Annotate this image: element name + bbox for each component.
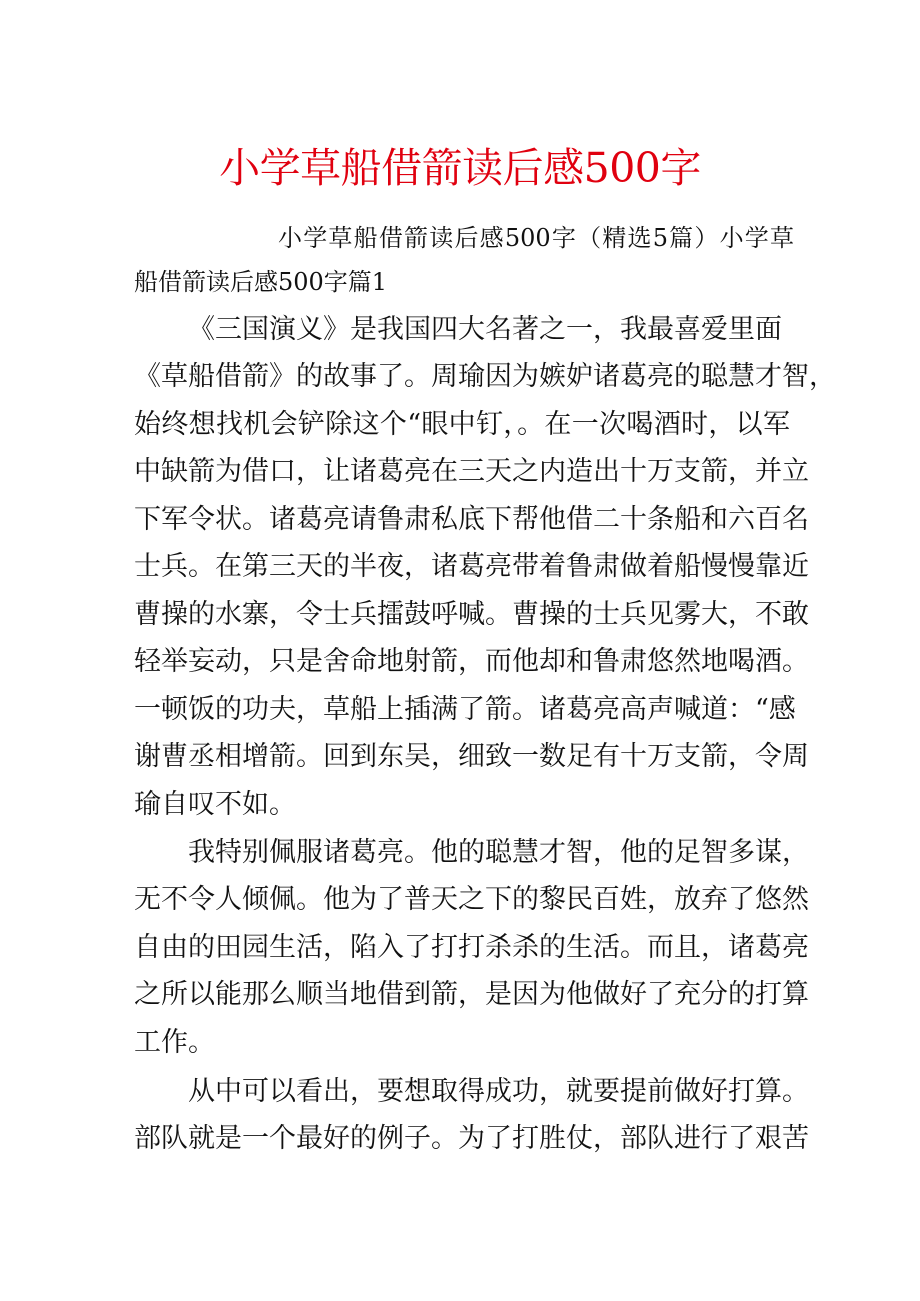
- paragraph-line: 《三国演义》是我国四大名著之一，我最喜爱里面: [188, 314, 782, 345]
- paragraph-line: 始终想找机会铲除这个“眼中钉，。在一次喝酒时，以军: [134, 409, 790, 440]
- paragraph-line: 一顿饭的功夫，草船上插满了箭。诸葛亮高声喊道：“感: [134, 694, 796, 725]
- paragraph-line: 瑜自叹不如。: [134, 789, 296, 820]
- paragraph-line: 士兵。在第三天的半夜，诸葛亮带着鲁肃做着船慢慢靠近: [134, 551, 809, 582]
- document-title: 小学草船借箭读后感500字: [219, 144, 701, 192]
- paragraph-line: 我特别佩服诸葛亮。他的聪慧才智，他的足智多谋，: [188, 837, 809, 868]
- paragraph-line: 曹操的水寨，令士兵擂鼓呼喊。曹操的士兵见雾大，不敢: [134, 599, 809, 630]
- paragraph-line: 下军令状。诸葛亮请鲁肃私底下帮他借二十条船和六百名: [134, 504, 809, 535]
- paragraph-line: 无不令人倾佩。他为了普天之下的黎民百姓，放弃了悠然: [134, 884, 809, 915]
- paragraph-line: 部队就是一个最好的例子。为了打胜仗，部队进行了艰苦: [134, 1123, 809, 1154]
- subtitle-line-1: 小学草船借箭读后感500字（精选5篇）小学草: [278, 224, 794, 252]
- paragraph-line: 之所以能那么顺当地借到箭，是因为他做好了充分的打算: [134, 979, 809, 1010]
- paragraph-line: 轻举妄动，只是舍命地射箭，而他却和鲁肃悠然地喝酒。: [134, 646, 809, 677]
- subtitle-line-2: 船借箭读后感500字篇1: [134, 268, 388, 296]
- paragraph-line: 谢曹丞相增箭。回到东吴，细致一数足有十万支箭，令周: [134, 741, 809, 772]
- paragraph-line: 《草船借箭》的故事了。周瑜因为嫉妒诸葛亮的聪慧才智，: [134, 361, 836, 392]
- paragraph-line: 自由的田园生活，陷入了打打杀杀的生活。而且，诸葛亮: [134, 932, 809, 963]
- paragraph-line: 中缺箭为借口，让诸葛亮在三天之内造出十万支箭，并立: [134, 456, 809, 487]
- paragraph-line: 工作。: [134, 1027, 215, 1058]
- paragraph-line: 从中可以看出，要想取得成功，就要提前做好打算。: [188, 1076, 809, 1107]
